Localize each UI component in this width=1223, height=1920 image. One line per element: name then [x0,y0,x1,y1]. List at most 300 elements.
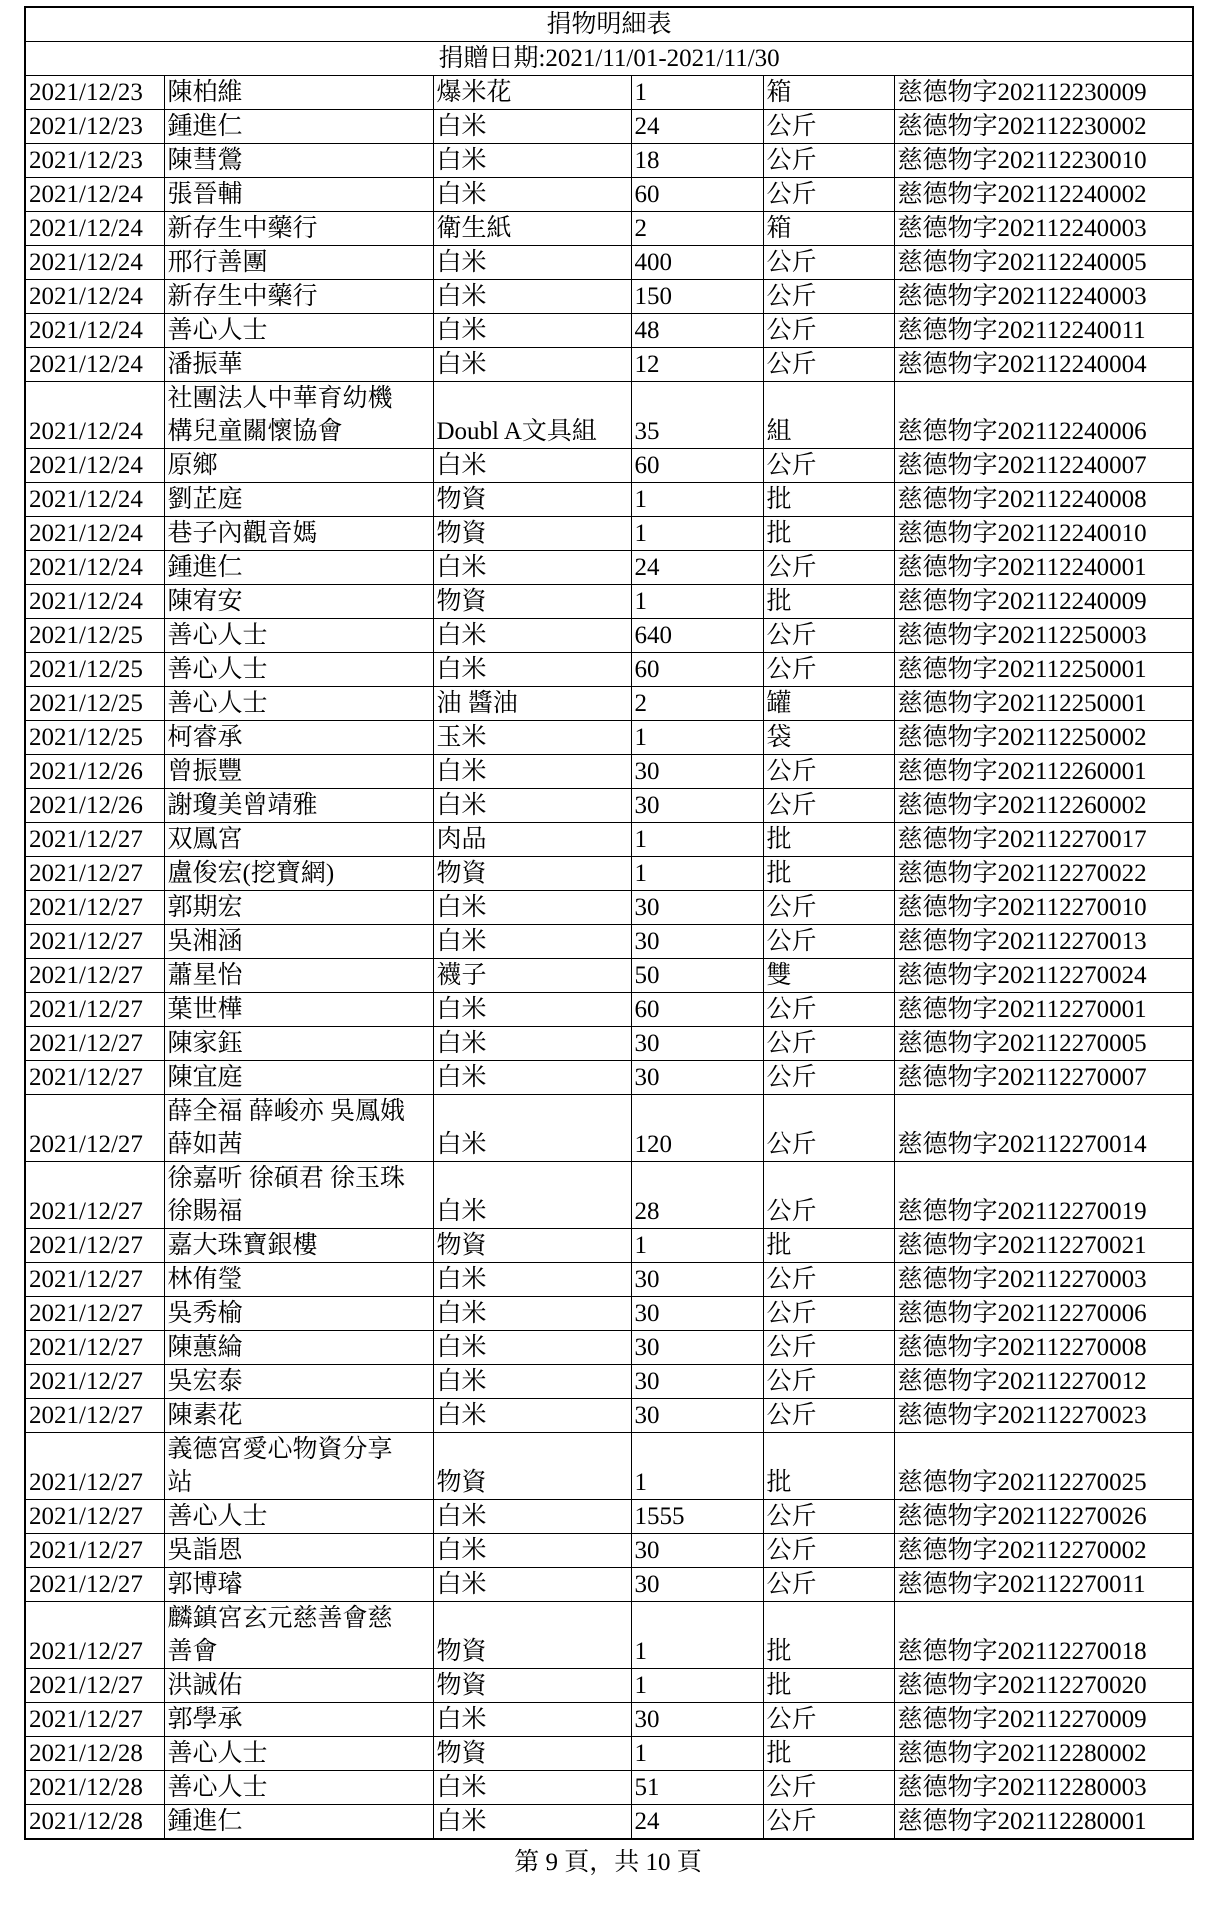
quantity: 60 [631,993,763,1027]
quantity: 48 [631,314,763,348]
table-row [25,653,1193,687]
item-name: 白米 [433,1568,631,1602]
receipt-number: 慈德物字202112270023 [894,1399,1193,1433]
quantity: 30 [631,1297,763,1331]
table-body [25,76,1193,1840]
donation-date: 2021/12/24 [25,551,164,585]
receipt-number: 慈德物字202112240002 [894,178,1193,212]
donor-name: 陳宥安 [164,585,433,619]
unit: 公斤 [763,1027,894,1061]
table-row [25,76,1193,110]
unit: 公斤 [763,1703,894,1737]
item-name: 物資 [433,1669,631,1703]
donor-name: 潘振華 [164,348,433,382]
receipt-number: 慈德物字202112240008 [894,483,1193,517]
item-name: 白米 [433,551,631,585]
unit: 批 [763,1737,894,1771]
donation-date: 2021/12/27 [25,891,164,925]
receipt-number: 慈德物字202112270024 [894,959,1193,993]
donation-date: 2021/12/27 [25,1095,164,1162]
item-name: 玉米 [433,721,631,755]
donation-table [24,6,1194,1840]
table-row [25,1297,1193,1331]
item-name: 白米 [433,144,631,178]
receipt-number: 慈德物字202112230010 [894,144,1193,178]
table-row [25,1095,1193,1162]
table-title: 捐物明細表 [25,7,1193,42]
donation-date: 2021/12/27 [25,1331,164,1365]
donation-date: 2021/12/25 [25,619,164,653]
receipt-number: 慈德物字202112240007 [894,449,1193,483]
item-name: 物資 [433,1433,631,1500]
quantity: 1 [631,823,763,857]
quantity: 1 [631,721,763,755]
quantity: 28 [631,1162,763,1229]
donor-name: 郭學承 [164,1703,433,1737]
quantity: 1 [631,1229,763,1263]
receipt-number: 慈德物字202112240011 [894,314,1193,348]
donation-date: 2021/12/23 [25,110,164,144]
receipt-number: 慈德物字202112270013 [894,925,1193,959]
table-row [25,857,1193,891]
table-row [25,891,1193,925]
unit: 公斤 [763,178,894,212]
quantity: 1555 [631,1500,763,1534]
table-row [25,348,1193,382]
unit: 批 [763,585,894,619]
receipt-number: 慈德物字202112230009 [894,76,1193,110]
quantity: 30 [631,1534,763,1568]
quantity: 150 [631,280,763,314]
donation-date: 2021/12/24 [25,314,164,348]
quantity: 1 [631,1602,763,1669]
quantity: 640 [631,619,763,653]
table-row [25,144,1193,178]
table-row [25,1703,1193,1737]
table-row [25,1500,1193,1534]
receipt-number: 慈德物字202112280001 [894,1805,1193,1840]
donor-name: 麟鎮宮玄元慈善會慈 善會 [164,1602,433,1669]
donor-name: 善心人士 [164,314,433,348]
donation-date: 2021/12/24 [25,382,164,449]
donor-name: 新存生中藥行 [164,212,433,246]
receipt-number: 慈德物字202112260002 [894,789,1193,823]
donor-name: 郭期宏 [164,891,433,925]
donor-name: 義德宮愛心物資分享 站 [164,1433,433,1500]
item-name: 物資 [433,857,631,891]
unit: 箱 [763,76,894,110]
table-row [25,619,1193,653]
unit: 公斤 [763,551,894,585]
item-name: 白米 [433,348,631,382]
donor-name: 葉世樺 [164,993,433,1027]
donor-name: 善心人士 [164,1500,433,1534]
quantity: 1 [631,1433,763,1500]
receipt-number: 慈德物字202112270020 [894,1669,1193,1703]
quantity: 12 [631,348,763,382]
unit: 批 [763,517,894,551]
receipt-number: 慈德物字202112270025 [894,1433,1193,1500]
item-name: 爆米花 [433,76,631,110]
donation-date: 2021/12/27 [25,959,164,993]
donor-name: 陳蕙綸 [164,1331,433,1365]
donor-name: 薛全福 薛峻亦 吳鳳娥 薛如茜 [164,1095,433,1162]
unit: 公斤 [763,1771,894,1805]
donation-date: 2021/12/27 [25,925,164,959]
unit: 雙 [763,959,894,993]
donation-date: 2021/12/25 [25,687,164,721]
quantity: 24 [631,110,763,144]
unit: 箱 [763,212,894,246]
item-name: 白米 [433,789,631,823]
item-name: 白米 [433,314,631,348]
table-row [25,280,1193,314]
item-name: 白米 [433,1805,631,1840]
unit: 公斤 [763,144,894,178]
donor-name: 陳素花 [164,1399,433,1433]
donor-name: 徐嘉听 徐碩君 徐玉珠 徐賜福 [164,1162,433,1229]
donation-date: 2021/12/24 [25,585,164,619]
donation-date: 2021/12/27 [25,823,164,857]
item-name: 白米 [433,178,631,212]
unit: 公斤 [763,348,894,382]
donor-name: 巷子內觀音媽 [164,517,433,551]
receipt-number: 慈德物字202112240010 [894,517,1193,551]
table-row [25,1771,1193,1805]
donor-name: 陳家鈺 [164,1027,433,1061]
unit: 公斤 [763,993,894,1027]
unit: 批 [763,1229,894,1263]
quantity: 2 [631,212,763,246]
quantity: 30 [631,925,763,959]
table-row [25,212,1193,246]
item-name: 白米 [433,1162,631,1229]
donor-name: 柯睿承 [164,721,433,755]
donation-date: 2021/12/24 [25,246,164,280]
unit: 批 [763,1669,894,1703]
item-name: 白米 [433,1500,631,1534]
quantity: 1 [631,857,763,891]
unit: 公斤 [763,653,894,687]
quantity: 1 [631,517,763,551]
table-row [25,246,1193,280]
unit: 公斤 [763,1500,894,1534]
receipt-number: 慈德物字202112270012 [894,1365,1193,1399]
unit: 公斤 [763,1805,894,1840]
donor-name: 吳湘涵 [164,925,433,959]
item-name: 白米 [433,1263,631,1297]
receipt-number: 慈德物字202112270026 [894,1500,1193,1534]
donor-name: 張晉輔 [164,178,433,212]
donation-date: 2021/12/27 [25,1534,164,1568]
item-name: 白米 [433,653,631,687]
quantity: 24 [631,551,763,585]
table-row [25,1263,1193,1297]
table-row [25,517,1193,551]
donor-name: 陳彗鶯 [164,144,433,178]
donor-name: 蕭星怡 [164,959,433,993]
donor-name: 善心人士 [164,619,433,653]
item-name: 白米 [433,993,631,1027]
donation-date: 2021/12/27 [25,1669,164,1703]
table-row [25,1162,1193,1229]
quantity: 30 [631,1027,763,1061]
receipt-number: 慈德物字202112250001 [894,687,1193,721]
quantity: 30 [631,1263,763,1297]
unit: 罐 [763,687,894,721]
donation-date: 2021/12/24 [25,449,164,483]
item-name: 白米 [433,1095,631,1162]
item-name: 白米 [433,1297,631,1331]
donor-name: 吳秀榆 [164,1297,433,1331]
donation-date: 2021/12/27 [25,1568,164,1602]
date-range-row [25,42,1193,76]
table-row [25,1399,1193,1433]
item-name: 物資 [433,585,631,619]
donor-name: 陳宜庭 [164,1061,433,1095]
unit: 公斤 [763,1568,894,1602]
table-row [25,585,1193,619]
quantity: 120 [631,1095,763,1162]
donation-date: 2021/12/26 [25,789,164,823]
unit: 公斤 [763,755,894,789]
receipt-number: 慈德物字202112280002 [894,1737,1193,1771]
item-name: 白米 [433,1534,631,1568]
table-row [25,687,1193,721]
table-row [25,755,1193,789]
donor-name: 双鳳宮 [164,823,433,857]
unit: 公斤 [763,789,894,823]
item-name: 白米 [433,246,631,280]
item-name: 白米 [433,1399,631,1433]
table-row [25,1534,1193,1568]
donation-date: 2021/12/27 [25,1061,164,1095]
quantity: 30 [631,1331,763,1365]
donor-name: 善心人士 [164,1771,433,1805]
unit: 公斤 [763,925,894,959]
donor-name: 鍾進仁 [164,551,433,585]
donor-name: 嘉大珠寶銀樓 [164,1229,433,1263]
item-name: 白米 [433,1061,631,1095]
donor-name: 吳宏泰 [164,1365,433,1399]
donor-name: 洪誠佑 [164,1669,433,1703]
unit: 公斤 [763,1399,894,1433]
item-name: 白米 [433,110,631,144]
receipt-number: 慈德物字202112270017 [894,823,1193,857]
donor-name: 謝瓊美曾靖雅 [164,789,433,823]
donation-date: 2021/12/26 [25,755,164,789]
unit: 批 [763,1433,894,1500]
item-name: 白米 [433,755,631,789]
donation-date: 2021/12/27 [25,1703,164,1737]
donation-date: 2021/12/27 [25,1297,164,1331]
donation-date: 2021/12/23 [25,144,164,178]
donation-date: 2021/12/27 [25,1027,164,1061]
unit: 公斤 [763,449,894,483]
quantity: 60 [631,449,763,483]
item-name: 白米 [433,449,631,483]
item-name: 白米 [433,1365,631,1399]
receipt-number: 慈德物字202112270019 [894,1162,1193,1229]
unit: 公斤 [763,1365,894,1399]
receipt-number: 慈德物字202112270005 [894,1027,1193,1061]
date-range-header: 捐贈日期:2021/11/01-2021/11/30 [25,42,1193,76]
item-name: 白米 [433,1703,631,1737]
donor-name: 郭博璿 [164,1568,433,1602]
donor-name: 陳柏維 [164,76,433,110]
item-name: 白米 [433,1771,631,1805]
quantity: 60 [631,178,763,212]
unit: 批 [763,1602,894,1669]
unit: 公斤 [763,246,894,280]
donation-date: 2021/12/27 [25,1399,164,1433]
donation-date: 2021/12/24 [25,483,164,517]
receipt-number: 慈德物字202112270006 [894,1297,1193,1331]
table-row [25,1805,1193,1840]
quantity: 1 [631,1669,763,1703]
quantity: 51 [631,1771,763,1805]
donation-date: 2021/12/24 [25,517,164,551]
table-row [25,449,1193,483]
receipt-number: 慈德物字202112270002 [894,1534,1193,1568]
donor-name: 曾振豐 [164,755,433,789]
receipt-number: 慈德物字202112280003 [894,1771,1193,1805]
donation-date: 2021/12/27 [25,1433,164,1500]
item-name: 物資 [433,1602,631,1669]
unit: 公斤 [763,280,894,314]
item-name: 油 醬油 [433,687,631,721]
unit: 公斤 [763,110,894,144]
unit: 批 [763,483,894,517]
receipt-number: 慈德物字202112270008 [894,1331,1193,1365]
table-row [25,551,1193,585]
unit: 公斤 [763,1162,894,1229]
table-row [25,823,1193,857]
donation-date: 2021/12/24 [25,212,164,246]
donation-sheet [24,6,1192,1879]
donation-date: 2021/12/23 [25,76,164,110]
item-name: 白米 [433,1331,631,1365]
quantity: 30 [631,755,763,789]
unit: 袋 [763,721,894,755]
donor-name: 善心人士 [164,1737,433,1771]
donation-date: 2021/12/28 [25,1737,164,1771]
donation-date: 2021/12/27 [25,1162,164,1229]
receipt-number: 慈德物字202112250002 [894,721,1193,755]
receipt-number: 慈德物字202112270010 [894,891,1193,925]
unit: 公斤 [763,1095,894,1162]
page-number-footer: 第 9 頁，共 10 頁 [514,1849,702,1876]
quantity: 1 [631,1737,763,1771]
unit: 公斤 [763,1297,894,1331]
donor-name: 劉芷庭 [164,483,433,517]
quantity: 2 [631,687,763,721]
receipt-number: 慈德物字202112230002 [894,110,1193,144]
quantity: 30 [631,789,763,823]
table-row [25,110,1193,144]
quantity: 60 [631,653,763,687]
receipt-number: 慈德物字202112270007 [894,1061,1193,1095]
receipt-number: 慈德物字202112270003 [894,1263,1193,1297]
table-row [25,1568,1193,1602]
receipt-number: 慈德物字202112240005 [894,246,1193,280]
unit: 公斤 [763,1331,894,1365]
quantity: 18 [631,144,763,178]
item-name: 物資 [433,483,631,517]
receipt-number: 慈德物字202112270009 [894,1703,1193,1737]
receipt-number: 慈德物字202112250003 [894,619,1193,653]
quantity: 35 [631,382,763,449]
quantity: 24 [631,1805,763,1840]
receipt-number: 慈德物字202112270022 [894,857,1193,891]
item-name: 白米 [433,1027,631,1061]
quantity: 30 [631,1568,763,1602]
table-row [25,925,1193,959]
donation-date: 2021/12/27 [25,1500,164,1534]
donor-name: 吳詣恩 [164,1534,433,1568]
donor-name: 鍾進仁 [164,110,433,144]
receipt-number: 慈德物字202112270011 [894,1568,1193,1602]
table-row [25,789,1193,823]
unit: 批 [763,823,894,857]
unit: 公斤 [763,1061,894,1095]
donor-name: 盧俊宏(挖寶網) [164,857,433,891]
table-row [25,314,1193,348]
donation-date: 2021/12/24 [25,280,164,314]
table-row [25,1229,1193,1263]
unit: 公斤 [763,314,894,348]
quantity: 30 [631,1399,763,1433]
table-row [25,1061,1193,1095]
unit: 公斤 [763,619,894,653]
receipt-number: 慈德物字202112270001 [894,993,1193,1027]
unit: 公斤 [763,1263,894,1297]
table-row [25,1365,1193,1399]
table-row [25,382,1193,449]
item-name: 白米 [433,925,631,959]
unit: 批 [763,857,894,891]
donation-date: 2021/12/25 [25,721,164,755]
receipt-number: 慈德物字202112250001 [894,653,1193,687]
quantity: 30 [631,891,763,925]
table-row [25,959,1193,993]
donor-name: 邢行善團 [164,246,433,280]
donation-date: 2021/12/28 [25,1805,164,1840]
donor-name: 原鄉 [164,449,433,483]
receipt-number: 慈德物字202112270014 [894,1095,1193,1162]
table-row [25,178,1193,212]
quantity: 30 [631,1703,763,1737]
quantity: 400 [631,246,763,280]
donor-name: 林侑瑩 [164,1263,433,1297]
donation-date: 2021/12/24 [25,178,164,212]
receipt-number: 慈德物字202112240006 [894,382,1193,449]
quantity: 30 [631,1061,763,1095]
unit: 公斤 [763,1534,894,1568]
donation-date: 2021/12/27 [25,1365,164,1399]
donation-date: 2021/12/25 [25,653,164,687]
quantity: 1 [631,76,763,110]
item-name: 衛生紙 [433,212,631,246]
receipt-number: 慈德物字202112240009 [894,585,1193,619]
item-name: 襪子 [433,959,631,993]
unit: 公斤 [763,891,894,925]
table-row [25,1027,1193,1061]
table-row [25,1331,1193,1365]
item-name: 物資 [433,1229,631,1263]
donor-name: 社團法人中華育幼機 構兒童關懷協會 [164,382,433,449]
item-name: Doubl A文具組 [433,382,631,449]
